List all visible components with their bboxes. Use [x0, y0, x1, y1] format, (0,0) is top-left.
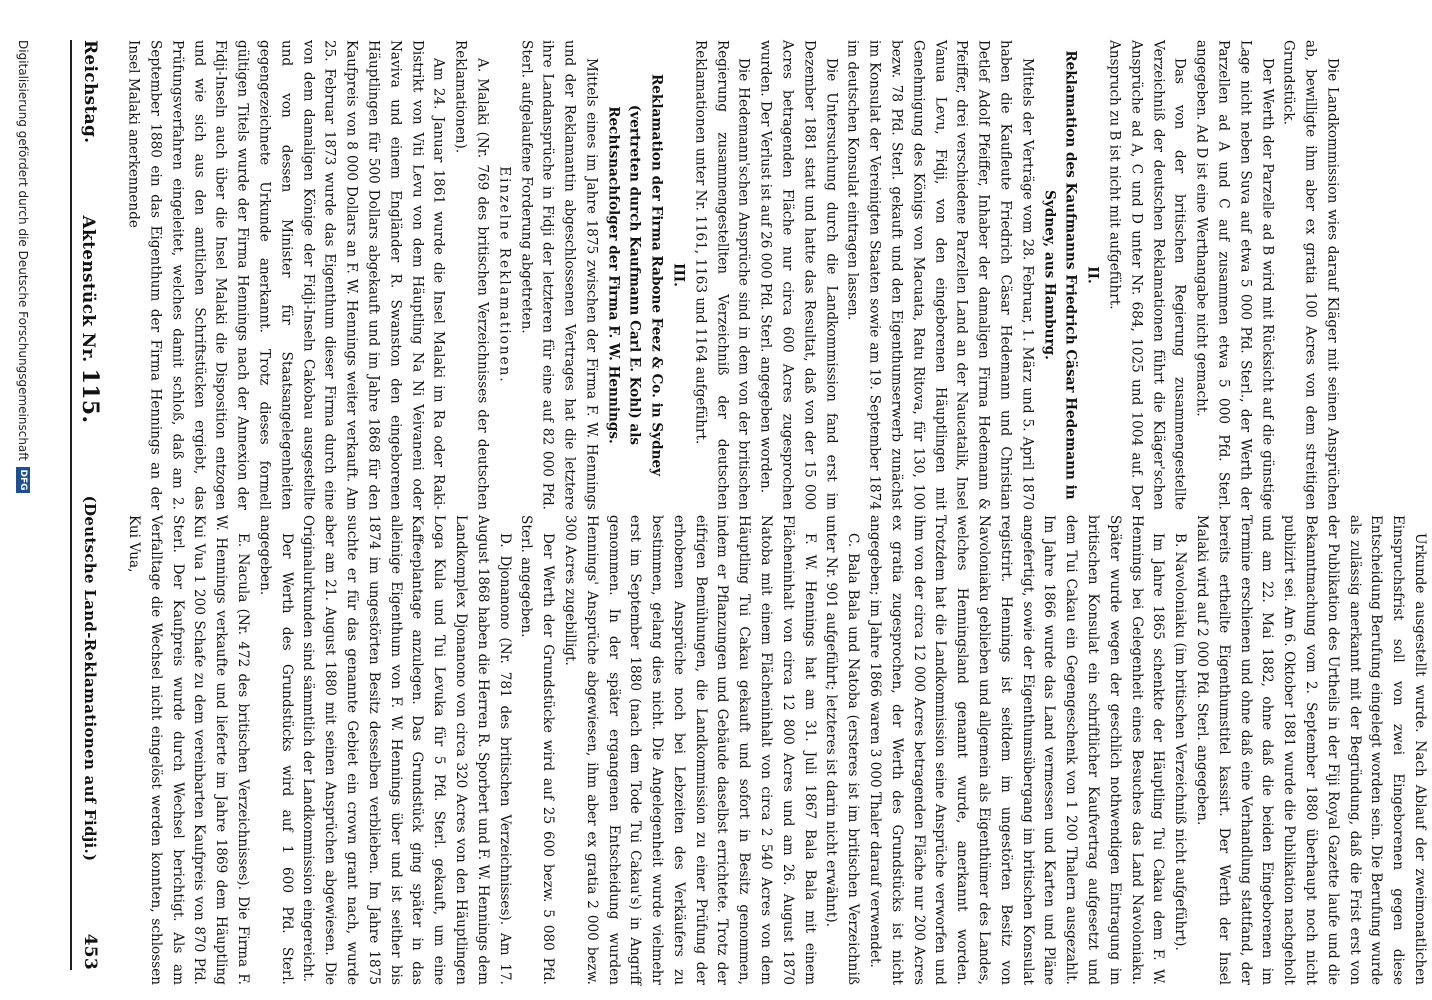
- paragraph: C. Bala Bala und Natoba (ersteres ist im britischen Verzeichniß unter Nr. 901 aufgeführt; letzteres ist darin nicht erwähnt).: [823, 515, 862, 985]
- paragraph: B. Navoloniaku (im britischen Verzeichniß nicht aufgeführt).: [1172, 533, 1189, 951]
- paragraph: Die Hedemann'schen Ansprüche sind in dem von der britischen Regierung zusammengestellten Verzeichniß der deutschen Reklamationen unter Nr. 1161, 1163 und 1164 aufgeführt.: [692, 40, 753, 510]
- header-rule: [70, 40, 72, 970]
- paragraph: Die Landkommission wies darauf Kläger mit seinen Ansprüchen ab, bewilligte ihm aber ex gratia 100 Acres von dem streitigen Grundstück.: [1281, 40, 1341, 510]
- page-header: [73, 40, 107, 970]
- header-left: Reichstag.: [80, 40, 100, 144]
- header-center-prefix: Aktenstück Nr.: [78, 215, 98, 363]
- paragraph: Die Untersuchung durch die Landkommission fand erst im Dezember 1881 statt und hatte das Resultat, daß von der 15 000 Acres betragenden Fläche nur circa 600 Acres zugesprochen wurden. Der Verlust ist auf 26 000 Pfd. Sterl. angegeben worden.: [757, 40, 840, 510]
- paragraph: Der Werth der Parzelle ad B wird mit Rücksicht auf die günstige Lage nicht neben Suva auf etwa 5 000 Pfd. Sterl., der Werth der Parzellen ad A und C auf zusammen etwa 5 000 Pfd. Sterl. angegeben. Ad D ist eine Werthangabe nicht gemacht.: [1193, 40, 1276, 510]
- section-title: Reklamation der Firma Rabone Feez & Co. in Sydney (vertreten durch Kaufmann Carl E. Kohl) als Rechtsnachfolger der Firma F. W. Hennings.: [605, 73, 665, 477]
- dfg-logo: DFG: [16, 467, 30, 493]
- header-right: (Deutsche Land-Reklamationen auf Fidji.): [81, 495, 99, 862]
- digitization-text: Digitalisierung gefördert durch die Deutsche Forschungsgemeinschaft: [16, 40, 30, 462]
- paragraph: D. Djonanono (Nr. 781 des britischen Verzeichnisses). Am 17. August 1868 haben die Herren R. Sporbert und F. W. Hennings dem Landkomplex Djonanono von circa 320 Acres von den Häuptlingen Loga Kula und Tui Levuka für 5 Pfd. Sterl. gekauft, um eine Kaffeeplantage anzulegen. Das Grundstück ging später in das alleinige Eigenthum von F. W. Hennings über und ist seither bis 1874 im ungestörten Besitz desselben verblieben. Im Jahre 1875 suchte er für das genannte Gebiet ein crown grant nach, wurde aber am 21. August 1880 mit seinen Ansprüchen abgewiesen. Die Originalurkunden sind sämmtlich der Landkommission eingereicht.: [300, 515, 513, 985]
- paragraph: Am 24. Januar 1861 wurde die Insel Malaki im Ra oder Raki-Distrikt von Viti Levu von dem Häuptling Na Ni Veivaneni oder Naviva und einem Engländer R. Swanston den eingeborenen Häuptlingen für 500 Dollars abgekauft und im Jahre 1868 für den Kaufpreis von 8 000 Dollars an F. W. Hennings weiter verkauft. Am 25. Februar 1873 wurde das Eigenthum dieser Firma durch eine von dem damaligen Könige der Fidji-Inseln Cakobau ausgestellte und von dessen Minister für Staatsangelegenheiten gegengezeichnete Urkunde anerkannt. Trotz dieses formell gültigen Titels wurde der Firma Hennings nach der Annexion der Fidji-Inseln auch über die Insel Malaki die Disposition entzogen und wie sich aus den amtlichen Schriftstücken ergiebt, das Prüfungsverfahren eingeleitet, welches damit schloß, daß am 2. September 1880 ein das Eigenthum der Firma Hennings an der Insel Malaki anerkennende: [125, 40, 447, 510]
- paragraph: Der Werth des Grundstücks wird auf 1 600 Pfd. Sterl. angegeben.: [256, 515, 295, 985]
- section-number: III.: [670, 263, 687, 287]
- paragraph: Im Jahre 1865 schenkte der Häuptling Tui Cakau dem F. W. Hennings bei Gelegenheit eines Besuches das Land Navoloniaku. Später wurde wegen der geschlich nothwendigen Eintragung im britischen Konsulat ein schriftlicher Kaufvertrag aufgesetzt und dem Tui Cakau ein Gegengeschenk von 1 200 Thalern ausgezahlt. Im Jahre 1866 wurde das Land vermessen und Karten und Pläne angefertigt, sowie der Eigenthumsübergang im britischen Konsulat registrirt. Hennings ist seitdem im ungestörten Besitz von Navoloniaku geblieben und allgemein als Eigenthümer des Landes, welches Henningsland genannt wurde, anerkannt worden. Trotzdem hat die Landkommission seine Ansprüche verworfen und ihm von der circa 12 000 Acres betragenden Fläche nur 200 Acres ex gratia zugesprochen, der Werth des Grundstücks ist nicht angegeben; im Jahre 1866 waren 3 000 Thaler darauf verwendet.: [866, 515, 1167, 985]
- digitization-note: [12, 40, 34, 970]
- right-column: [122, 515, 1428, 985]
- paragraph: E. Nacula (Nr. 472 des britischen Verzeichnisses). Die Firma F. W. Hennings verkaufte und lieferte im Jahre 1869 dem Häuptling Kui Vua 1 200 Schafe zu dem vereinbarten Kaufpreis von 870 Pfd. Sterl. Der Kaufpreis wurde durch Wechsel berichtigt. Als am Verfalltage die Wechsel nicht eingelöst werden konnten, schlossen Kui Vua,: [125, 515, 251, 985]
- paragraph: Der Werth der Grundstücke wird auf 25 600 bezw. 5 080 Pfd. Sterl. angegeben.: [518, 515, 556, 985]
- header-center: [77, 216, 103, 424]
- section-number: II.: [1084, 266, 1101, 284]
- paragraph: Das von der britischen Regierung zusammengestellte Verzeichniß der deutschen Reklamationen führt die Kläger'schen Ansprüche ad A, C und D unter Nr. 684, 1025 und 1004 auf. Der Anspruch zu B ist nicht mit aufgeführt.: [1106, 40, 1189, 510]
- page-number: 453: [80, 933, 100, 970]
- header-center-number: 115.: [77, 368, 103, 424]
- paragraph: Urkunde ausgestellt wurde. Nach Ablauf der zweimonatlichen Einspruchsfrist soll von zwei Eingeborenen gegen diese Entscheidung Berufung eingelegt worden sein. Die Berufung wurde als zulässig anerkannt mit der Begründung, daß die Frist erst von der Publikation des Urtheils in der Fiji Royal Gazette laufe und die Bekanntmachung vom 2. September 1880 überhaupt noch nicht publizirt sei. Am 6. Oktober 1881 wurde die Publikation nachgeholt und am 22. Mai 1882, ohne daß die beiden Eingeborenen im Termine erschienen und ohne daß eine Verhandlung stattfand, der bereits ertheilte Eigenthumstitel kassirt. Der Werth der Insel Malaki wird auf 2 000 Pfd. Sterl. angegeben.: [1193, 515, 1428, 985]
- paragraph: Mittels der Verträge vom 28. Februar, 1. März und 5. April 1870 haben die Kaufleute Friedrich Cäsar Hedemann und Christian Detlef Adolf Pfeiffer, Inhaber der damaligen Firma Hedemann & Pfeiffer, drei verschiedene Parzellen Land an der Naucatalik, Insel Vanua Levu, Fidji, von den eingeborenen Häuptlingen mit Genehmigung des Königs von Macuata, Ratu Ritova, für 130, 100 bezw. 78 Pfd. Sterl. gekauft und den Eigenthumserwerb zunächst im Konsulat der Vereinigten Staaten sowie am 19. September 1874 im deutschen Konsulat eintragen lassen.: [845, 40, 1036, 510]
- paragraph: A. Malaki (Nr. 769 des britischen Verzeichnisses der deutschen Reklamationen).: [452, 40, 491, 510]
- paragraph: Mittels eines im Jahre 1875 zwischen der Firma F. W. Hennings und der Reklamantin abgeschlossenen Vertrages hat die letztere ihre Landansprüche in Fidji der letzteren für eine auf 82 000 Pfd. Sterl. aufgelaufene Forderung abgetreten.: [518, 40, 600, 510]
- paragraph: F. W. Hennings hat am 31. Juli 1867 Bala Bala mit einem Flächeninhalt von circa 12 800 Acres und am 26. August 1870 Natoba mit einem Flächeninhalt von circa 2 540 Acres von dem Häuptling Tui Cakau gekauft und sofort in Besitz genommen, indem er Pflanzungen und Gebäude daselbst errichtete. Trotz der eifrigen Bemühungen, die Landkommission zu einer Prüfung der erhobenen Ansprüche noch bei Lebzeiten des Verkäufers zu bestimmen, gelang dies nicht. Die Angelegenheit wurde vielmehr erst im September 1880 (nach dem Tode Tui Cakau's) in Angriff genommen. In der später ergangenen Entscheidung wurden Hennings' Ansprüche abgewiesen, ihm aber ex gratia 2 000 bezw. 300 Acres zugebilligt.: [561, 515, 818, 985]
- subheading: Einzelne Reklamationen.: [496, 166, 513, 384]
- section-title: Reklamation des Kaufmanns Friedrich Cäsar Hedemann in Sydney, aus Hamburg.: [1041, 50, 1080, 500]
- left-column: [122, 40, 1412, 510]
